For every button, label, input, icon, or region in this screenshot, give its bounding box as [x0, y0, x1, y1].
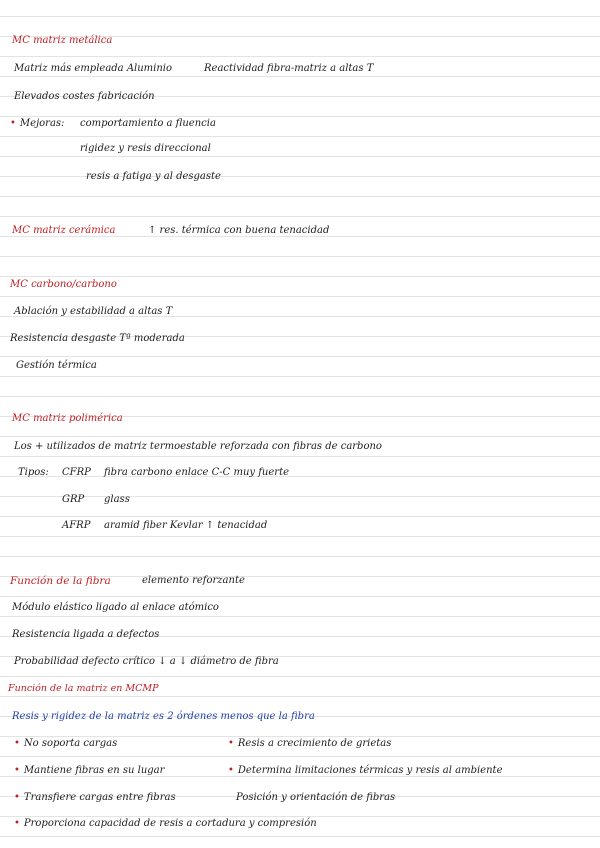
matriz-left-item: • Mantiene fibras en su lugar	[14, 765, 165, 776]
bullet-dot: •	[14, 792, 20, 803]
matriz-right-item: Posición y orientación de fibras	[236, 792, 396, 803]
fibra-line: Resistencia ligada a defectos	[12, 629, 160, 640]
matriz-right-item: • Resis a crecimiento de grietas	[228, 738, 392, 749]
improvement-item: rigidez y resis direccional	[80, 143, 211, 154]
metalica-line-reactividad: Reactividad fibra-matriz a altas T	[204, 63, 374, 74]
type-desc: glass	[104, 494, 130, 505]
heading-fibra: Función de la fibra	[10, 575, 111, 587]
bullet-dot: •	[14, 818, 20, 829]
ceramica-note: ↑ res. térmica con buena tenacidad	[148, 225, 330, 236]
heading-matriz: Función de la matriz en MCMP	[8, 683, 159, 694]
heading-carbono: MC carbono/carbono	[10, 279, 117, 290]
heading-polimerica: MC matriz polimérica	[12, 413, 123, 424]
fibra-line: Probabilidad defecto crítico ↓ a ↓ diámetro de fibra	[14, 656, 279, 667]
carbono-line: Resistencia desgaste Tª moderada	[10, 333, 185, 344]
polimerica-intro: Los + utilizados de matriz termoestable reforzada con fibras de carbono	[14, 441, 382, 452]
bullet-dot: •	[228, 765, 234, 776]
improvement-item: comportamiento a fluencia	[80, 118, 216, 129]
bullet-dot: •	[10, 118, 16, 129]
matriz-highlight: Resis y rigidez de la matriz es 2 órdenes menos que la fibra	[12, 711, 315, 722]
matriz-left-item: • No soporta cargas	[14, 738, 118, 749]
type-code: CFRP	[62, 467, 91, 478]
type-desc: aramid fiber Kevlar ↑ tenacidad	[104, 520, 268, 531]
improvement-item: resis a fatiga y al desgaste	[86, 171, 221, 182]
bullet-dot: •	[14, 738, 20, 749]
metalica-line-aluminio: Matriz más empleada Aluminio	[14, 63, 173, 74]
matriz-right-item: • Determina limitaciones térmicas y resis al ambiente	[228, 765, 503, 776]
polimerica-types-label: Tipos:	[18, 467, 49, 478]
fibra-heading-note: elemento reforzante	[142, 575, 245, 586]
matriz-left-item: • Transfiere cargas entre fibras	[14, 792, 176, 803]
type-code: AFRP	[62, 520, 91, 531]
fibra-line: Módulo elástico ligado al enlace atómico	[12, 602, 219, 613]
bullet-dot: •	[14, 765, 20, 776]
metalica-line-costes: Elevados costes fabricación	[14, 91, 155, 102]
type-desc: fibra carbono enlace C-C muy fuerte	[104, 467, 289, 478]
type-code: GRP	[62, 494, 85, 505]
matriz-left-item: • Proporciona capacidad de resis a cortadura y compresión	[14, 818, 317, 829]
heading-ceramica: MC matriz cerámica	[12, 225, 116, 236]
bullet-dot: •	[228, 738, 234, 749]
metalica-improvements-label: • Mejoras:	[10, 118, 65, 129]
carbono-line: Gestión térmica	[16, 360, 97, 371]
carbono-line: Ablación y estabilidad a altas T	[14, 306, 173, 317]
heading-metalica: MC matriz metálica	[12, 35, 113, 46]
